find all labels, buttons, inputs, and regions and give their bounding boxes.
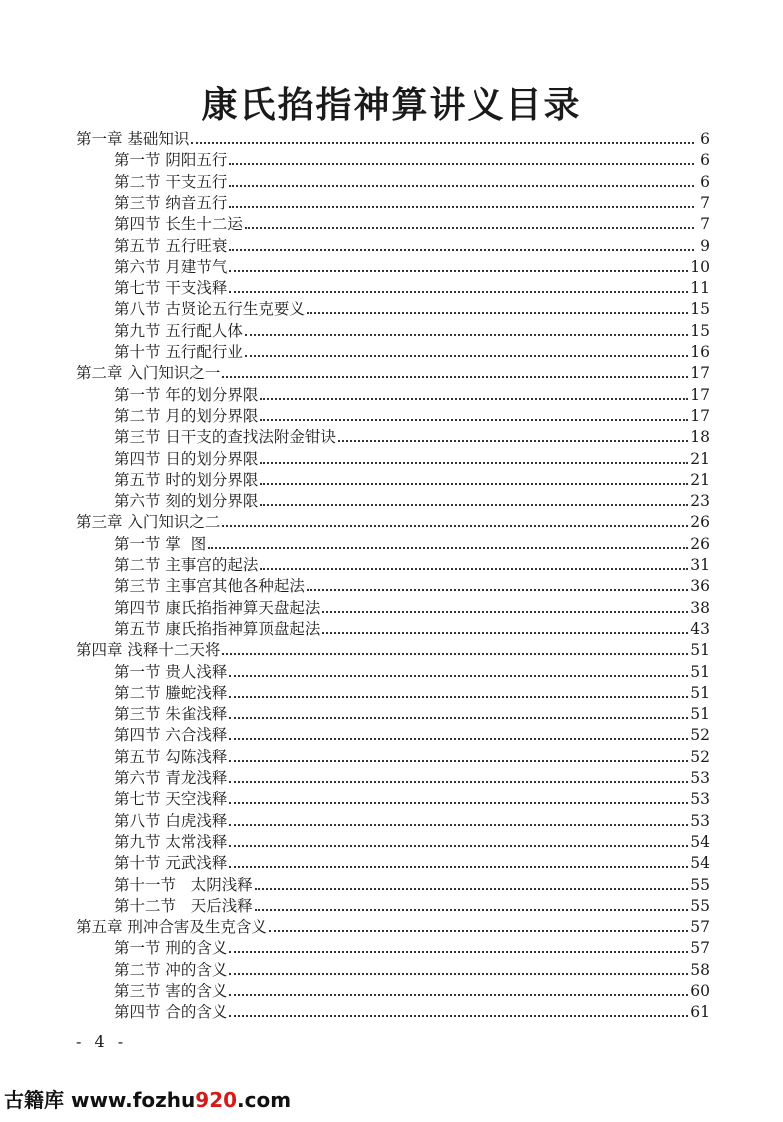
toc-entry-page: 43	[690, 619, 710, 638]
dot-leader	[229, 717, 688, 719]
toc-entry-label: 第三节 纳音五行	[114, 193, 228, 212]
toc-entry-page: 18	[690, 428, 710, 447]
dot-leader	[229, 866, 688, 868]
toc-entry-page: 36	[690, 577, 710, 596]
dot-leader	[260, 398, 688, 400]
toc-section-entry	[114, 298, 710, 320]
dot-leader	[260, 504, 688, 506]
watermark-prefix: 古籍库 www.fozhu	[4, 1088, 196, 1112]
dot-leader	[229, 994, 688, 996]
dot-leader	[245, 227, 694, 229]
dot-leader	[229, 781, 688, 783]
toc-entry-page: 51	[690, 683, 710, 702]
toc-entry-label: 第五节 勾陈浅释	[114, 747, 228, 766]
toc-entry-label: 第六节 青龙浅释	[114, 769, 228, 787]
toc-chapter-entry	[76, 916, 710, 938]
dot-leader	[260, 483, 688, 485]
dot-leader	[229, 845, 688, 847]
toc-entry-page: 17	[690, 385, 710, 404]
toc-entry-page: 53	[690, 790, 710, 809]
toc-section-entry	[114, 1001, 710, 1023]
toc-section-entry	[114, 384, 710, 406]
toc-entry-label: 第十二节 天后浅释	[114, 896, 253, 915]
toc-entry-page: 21	[690, 449, 710, 468]
toc-entry-label: 第十节 五行配行业	[114, 343, 243, 361]
toc-entry-label: 第五章 刑冲合害及生克含义	[76, 918, 267, 937]
toc-section-entry	[114, 852, 710, 874]
toc-section-entry	[114, 874, 710, 896]
toc-entry-page: 6	[700, 130, 710, 148]
dot-leader	[229, 163, 694, 165]
toc-entry-label: 第二章 入门知识之一	[76, 364, 221, 383]
toc-entry-page: 53	[690, 811, 710, 830]
toc-entry-page: 51	[690, 662, 710, 681]
toc-section-entry	[114, 618, 710, 640]
toc-entry-page: 31	[690, 556, 710, 574]
toc-section-entry	[114, 256, 710, 278]
dot-leader	[229, 760, 688, 762]
dot-leader	[245, 334, 688, 336]
dot-leader	[229, 291, 688, 293]
toc-section-entry	[114, 192, 710, 214]
toc-entry-page: 53	[690, 769, 710, 787]
site-watermark	[4, 1084, 291, 1113]
toc-entry-page: 6	[700, 172, 710, 191]
dot-leader	[208, 547, 688, 549]
toc-entry-label: 第九节 五行配人体	[114, 321, 243, 340]
toc-entry-page: 15	[690, 300, 710, 319]
toc-entry-page: 52	[690, 726, 710, 745]
toc-entry-page: 60	[690, 982, 710, 1000]
toc-section-entry	[114, 703, 710, 725]
dot-leader	[229, 206, 694, 208]
toc-entry-label: 第四节 日的划分界限	[114, 449, 259, 468]
toc-section-entry	[114, 682, 710, 704]
toc-entry-page: 11	[690, 279, 710, 298]
toc-section-entry	[114, 341, 710, 363]
dot-leader	[307, 312, 688, 314]
dot-leader	[229, 185, 694, 187]
toc-entry-page: 26	[690, 534, 710, 553]
toc-entry-page: 57	[690, 939, 710, 958]
toc-entry-page: 51	[690, 705, 710, 724]
toc-entry-label: 第二节 螣蛇浅释	[114, 683, 228, 702]
toc-section-entry	[114, 661, 710, 683]
toc-entry-label: 第五节 康氏掐指神算顶盘起法	[114, 619, 321, 638]
toc-entry-page: 58	[690, 960, 710, 979]
toc-section-entry	[114, 533, 710, 555]
toc-entry-label: 第二节 冲的含义	[114, 960, 228, 979]
toc-chapter-entry	[76, 128, 710, 150]
dot-leader	[260, 419, 688, 421]
toc-section-entry	[114, 149, 710, 171]
toc-section-entry	[114, 831, 710, 853]
toc-entry-label: 第三节 主事宫其他各种起法	[114, 577, 305, 596]
toc-entry-page: 55	[690, 875, 710, 894]
page-number: - 4 -	[76, 1032, 128, 1051]
toc-section-entry	[114, 554, 710, 576]
toc-entry-page: 54	[690, 854, 710, 873]
toc-entry-label: 第二节 干支五行	[114, 172, 228, 191]
dot-leader	[229, 696, 688, 698]
toc-entry-page: 21	[690, 470, 710, 489]
toc-entry-label: 第一节 贵人浅释	[114, 662, 228, 681]
toc-section-entry	[114, 426, 710, 448]
toc-section-entry	[114, 405, 710, 427]
toc-entry-label: 第四节 康氏掐指神算天盘起法	[114, 598, 321, 617]
toc-entry-label: 第四节 六合浅释	[114, 726, 228, 745]
dot-leader	[222, 376, 688, 378]
toc-entry-page: 17	[690, 364, 710, 383]
dot-leader	[229, 738, 688, 740]
dot-leader	[255, 888, 688, 890]
toc-section-entry	[114, 895, 710, 917]
toc-entry-page: 51	[690, 641, 710, 660]
toc-entry-label: 第二节 月的划分界限	[114, 406, 259, 425]
toc-entry-label: 第一节 阴阳五行	[114, 151, 228, 170]
toc-entry-page: 52	[690, 747, 710, 766]
toc-entry-page: 57	[690, 918, 710, 937]
toc-entry-page: 17	[690, 406, 710, 425]
dot-leader	[222, 525, 688, 527]
dot-leader	[260, 462, 688, 464]
toc-entry-label: 第八节 古贤论五行生克要义	[114, 300, 305, 319]
toc-entry-label: 第十一节 太阴浅释	[114, 875, 253, 894]
toc-entry-label: 第六节 刻的划分界限	[114, 492, 259, 511]
toc-entry-page: 15	[690, 321, 710, 340]
toc-section-entry	[114, 724, 710, 746]
toc-entry-label: 第三章 入门知识之二	[76, 513, 221, 532]
toc-section-entry	[114, 235, 710, 257]
dot-leader	[191, 142, 694, 144]
toc-entry-page: 16	[690, 343, 710, 361]
toc-entry-label: 第五节 五行旺衰	[114, 236, 228, 255]
toc-entry-label: 第三节 害的含义	[114, 982, 228, 1000]
page-title: 康氏掐指神算讲义目录	[201, 85, 582, 126]
toc-section-entry	[114, 575, 710, 597]
toc-section-entry	[114, 767, 710, 789]
toc-entry-label: 第七节 干支浅释	[114, 279, 228, 298]
toc-entry-label: 第八节 白虎浅释	[114, 811, 228, 830]
toc-entry-label: 第三节 朱雀浅释	[114, 705, 228, 724]
dot-leader	[222, 653, 688, 655]
toc-section-entry	[114, 320, 710, 342]
toc-section-entry	[114, 746, 710, 768]
dot-leader	[338, 440, 688, 442]
toc-section-entry	[114, 810, 710, 832]
toc-entry-page: 9	[700, 236, 710, 255]
dot-leader	[245, 355, 688, 357]
toc-section-entry	[114, 469, 710, 491]
toc-entry-label: 第四节 合的含义	[114, 1003, 228, 1022]
toc-entry-label: 第四章 浅释十二天将	[76, 641, 221, 660]
toc-entry-page: 26	[690, 513, 710, 532]
dot-leader	[229, 249, 694, 251]
toc-entry-page: 7	[700, 215, 710, 234]
toc-section-entry	[114, 788, 710, 810]
toc-entry-label: 第一节 年的划分界限	[114, 385, 259, 404]
toc-section-entry	[114, 597, 710, 619]
toc-entry-label: 第十节 元武浅释	[114, 854, 228, 873]
toc-section-entry	[114, 980, 710, 1002]
dot-leader	[229, 951, 688, 953]
toc-entry-page: 61	[690, 1003, 710, 1022]
toc-entry-page: 38	[690, 598, 710, 617]
dot-leader	[255, 909, 688, 911]
toc-entry-label: 第一章 基础知识	[76, 130, 190, 148]
toc-entry-label: 第六节 月建节气	[114, 257, 228, 276]
dot-leader	[229, 824, 688, 826]
dot-leader	[269, 930, 688, 932]
toc-section-entry	[114, 213, 710, 235]
toc-entry-label: 第一节 掌 图	[114, 534, 207, 553]
dot-leader	[322, 632, 688, 634]
toc-section-entry	[114, 959, 710, 981]
toc-chapter-entry	[76, 639, 710, 661]
toc-entry-label: 第四节 长生十二运	[114, 215, 243, 234]
dot-leader	[229, 270, 688, 272]
toc-entry-page: 7	[700, 193, 710, 212]
toc-section-entry	[114, 937, 710, 959]
toc-entry-page: 54	[690, 832, 710, 851]
toc-entry-page: 55	[690, 896, 710, 915]
toc-entry-page: 23	[690, 492, 710, 511]
toc-entry-label: 第七节 天空浅释	[114, 790, 228, 809]
toc-entry-label: 第五节 时的划分界限	[114, 470, 259, 489]
toc-section-entry	[114, 171, 710, 193]
dot-leader	[229, 675, 688, 677]
dot-leader	[229, 1015, 688, 1017]
dot-leader	[322, 611, 688, 613]
toc-entry-label: 第二节 主事宫的起法	[114, 556, 259, 574]
dot-leader	[260, 568, 688, 570]
toc-chapter-entry	[76, 362, 710, 384]
toc-entry-label: 第三节 日干支的查找法附金钳诀	[114, 428, 336, 447]
toc-section-entry	[114, 490, 710, 512]
toc-entry-page: 10	[690, 257, 710, 276]
dot-leader	[229, 802, 688, 804]
watermark-accent: 920	[195, 1088, 238, 1112]
watermark-suffix: .com	[237, 1088, 292, 1112]
dot-leader	[307, 589, 688, 591]
toc-entry-label: 第九节 太常浅释	[114, 832, 228, 851]
toc-section-entry	[114, 448, 710, 470]
toc-entry-page: 6	[700, 151, 710, 170]
toc-chapter-entry	[76, 511, 710, 533]
toc-section-entry	[114, 277, 710, 299]
toc-entry-label: 第一节 刑的含义	[114, 939, 228, 958]
dot-leader	[229, 973, 688, 975]
